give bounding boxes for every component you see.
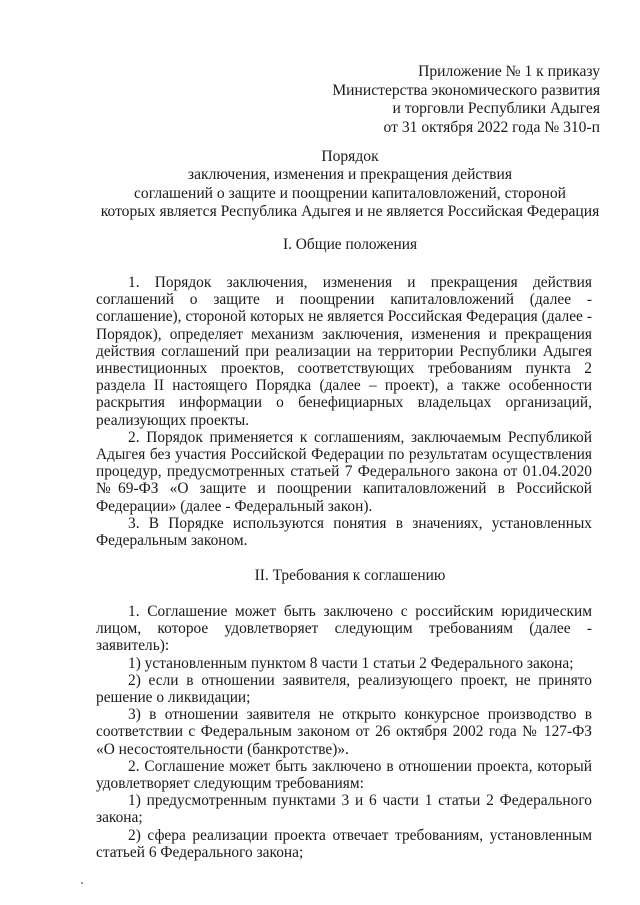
section-heading-general: I. Общие положения <box>282 236 418 253</box>
appendix-header <box>332 63 600 137</box>
document-title <box>60 148 640 222</box>
title-line: заключения, изменения и прекращения действия <box>187 166 513 184</box>
appendix-line: и торговли Республики Адыгея <box>392 100 600 118</box>
paragraph: 2. Соглашение может быть заключено в отношении проекта, который удовлетворяет следующим требованиям: <box>96 757 592 793</box>
appendix-line: Министерства экономического развития <box>332 81 600 99</box>
paragraph: 3) в отношении заявителя не открыто конкурсное производство в соответствии с Федеральным законом от 26 октября 2002 года № 127-ФЗ «О несостоятельности (банкротстве)». <box>96 706 592 758</box>
paragraph: 3. В Порядке используются понятия в значениях, установленных Федеральным законом. <box>96 514 592 550</box>
paragraph: 2) если в отношении заявителя, реализующего проект, не принято решение о ликвидации; <box>96 671 592 707</box>
paragraph: 1. Соглашение может быть заключено с российским юридическим лицом, которое удовлетворяет следующим требованиям (далее - заявитель): <box>96 603 592 655</box>
title-line: Порядок <box>321 148 379 165</box>
scan-speck <box>81 882 83 884</box>
appendix-line: от 31 октября 2022 года № 310-п <box>383 118 600 136</box>
paragraph: 1) предусмотренным пунктами 3 и 6 части 1 статьи 2 Федерального закона; <box>96 792 592 827</box>
section-general-body <box>96 274 592 549</box>
title-line: соглашений о защите и поощрении капиталовложений, стороной <box>134 184 566 202</box>
paragraph: 2. Порядок применяется к соглашениям, заключаемым Республикой Адыгея без участия Российской Федерации по результатам осуществления процедур, предусмотренных статьей 7 Федерального закона от 01.04.2020 №69-ФЗ «О защите и поощрении капиталовложений в Российской Федерации» (далее - Федеральный закон). <box>96 428 592 515</box>
paragraph: 1) установленным пунктом 8 части 1 статьи 2 Федерального закона; <box>128 654 574 672</box>
appendix-line: Приложение № 1 к приказу <box>418 63 600 80</box>
title-line: которых является Республика Адыгея и не является Российская Федерация <box>100 203 600 221</box>
section-heading-requirements: II. Требования к соглашению <box>254 567 446 584</box>
paragraph: 1. Порядок заключения, изменения и прекращения действия соглашений о защите и поощрении капиталовложений (далее - соглашение), стороной которых не является Российская Федерация (далее - Порядок), определяет механизм заключения, изменения и прекращения действия соглашений при реализации на территории Республики Адыгея инвестиционных проектов, соответствующих требованиям пункта 2 раздела II настоящего Порядка (далее – проект), а также особенности раскрытия информации о бенефициарных владельцах организаций, реализующих проекты. <box>96 274 592 429</box>
section-requirements-body <box>96 603 592 861</box>
paragraph: 2) сфера реализации проекта отвечает требованиям, установленным статьей 6 Федерального закона; <box>96 826 592 861</box>
